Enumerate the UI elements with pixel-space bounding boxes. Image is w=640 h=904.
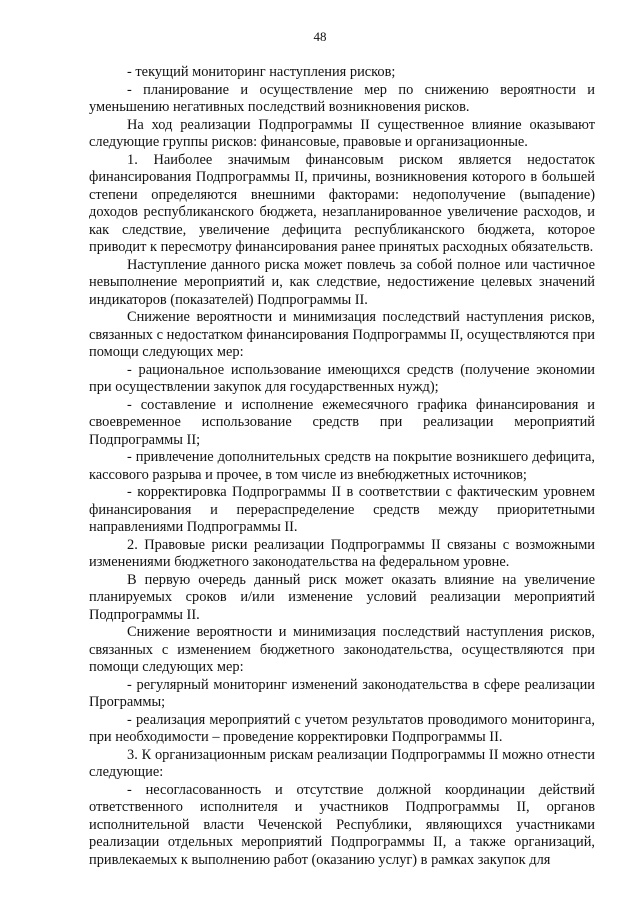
paragraph-legal-mitigation: Снижение вероятности и минимизация последствий наступления рисков, связанных с изменением бюджетного законодательства, осуществляются при помощи следующих мер: — [89, 624, 595, 675]
list-item-adjustment: - корректировка Подпрограммы II в соответствии с фактическим уровнем финансирования и перераспределение средств между приоритетными направлениями Подпрограммы II. — [89, 484, 595, 535]
paragraph-risk-consequence: Наступление данного риска может повлечь за собой полное или частичное невыполнение мероприятий и, как следствие, недостижение целевых значений индикаторов (показателей) Подпрограммы II. — [89, 256, 595, 308]
paragraph-legal-risk: 2. Правовые риски реализации Подпрограммы II связаны с возможными изменениями бюджетного законодательства на федеральном уровне. — [89, 536, 595, 570]
paragraph-planning: - планирование и осуществление мер по снижению вероятности и уменьшению негативных последствий возникновения рисков. — [89, 81, 595, 115]
paragraph-organizational-risk: 3. К организационным рискам реализации Подпрограммы II можно отнести следующие: — [89, 746, 595, 780]
paragraph-monitoring: - текущий мониторинг наступления рисков; — [127, 64, 396, 80]
paragraph-legal-consequence: В первую очередь данный риск может оказать влияние на увеличение планируемых сроков и/или изменение условий реализации мероприятий Подпрограммы II. — [89, 571, 595, 623]
list-item-legal-monitoring: - регулярный мониторинг изменений законодательства в сфере реализации Программы; — [89, 676, 595, 710]
list-item-rational-use: - рациональное использование имеющихся средств (получение экономии при осуществлении закупок для государственных нужд); — [89, 361, 595, 395]
list-item-coordination: - несогласованность и отсутствие должной координации действий ответственного исполнителя и участников Подпрограммы II, органов исполнительной власти Чеченской Республики, являющихся участниками реализации отдельных мероприятий Подпрограммы II, а также организаций, привлекаемых к выполнению работ (оказанию услуг) в рамках закупок для — [89, 781, 595, 868]
page-number: 48 — [313, 29, 327, 44]
page-body-text — [89, 64, 595, 869]
list-item-monthly-schedule: - составление и исполнение ежемесячного графика финансирования и своевременное использование средств при реализации мероприятий Подпрограммы II; — [89, 396, 595, 448]
list-item-additional-funds: - привлечение дополнительных средств на покрытие возникшего дефицита, кассового разрыва и прочее, в том числе из внебюджетных источников; — [89, 449, 595, 483]
list-item-legal-implementation: - реализация мероприятий с учетом результатов проводимого мониторинга, при необходимости – проведение корректировки Подпрограммы II. — [89, 711, 595, 745]
paragraph-risk-groups: На ход реализации Подпрограммы II существенное влияние оказывают следующие группы рисков: финансовые, правовые и организационные. — [89, 116, 595, 150]
paragraph-financial-risk: 1. Наиболее значимым финансовым риском является недостаток финансирования Подпрограммы II, причины, возникновения которого в большей степени определяются внешними факторами: недополучение (выпадение) доходов республиканского бюджета, незапланированное увеличение расходов, и как следствие, увеличение дефицита республиканского бюджета, которое приводит к пересмотру финансирования ранее принятых расходных обязательств. — [89, 151, 595, 255]
paragraph-financial-mitigation: Снижение вероятности и минимизация последствий наступления рисков, связанных с недостатком финансирования Подпрограммы II, осуществляются при помощи следующих мер: — [89, 309, 595, 360]
